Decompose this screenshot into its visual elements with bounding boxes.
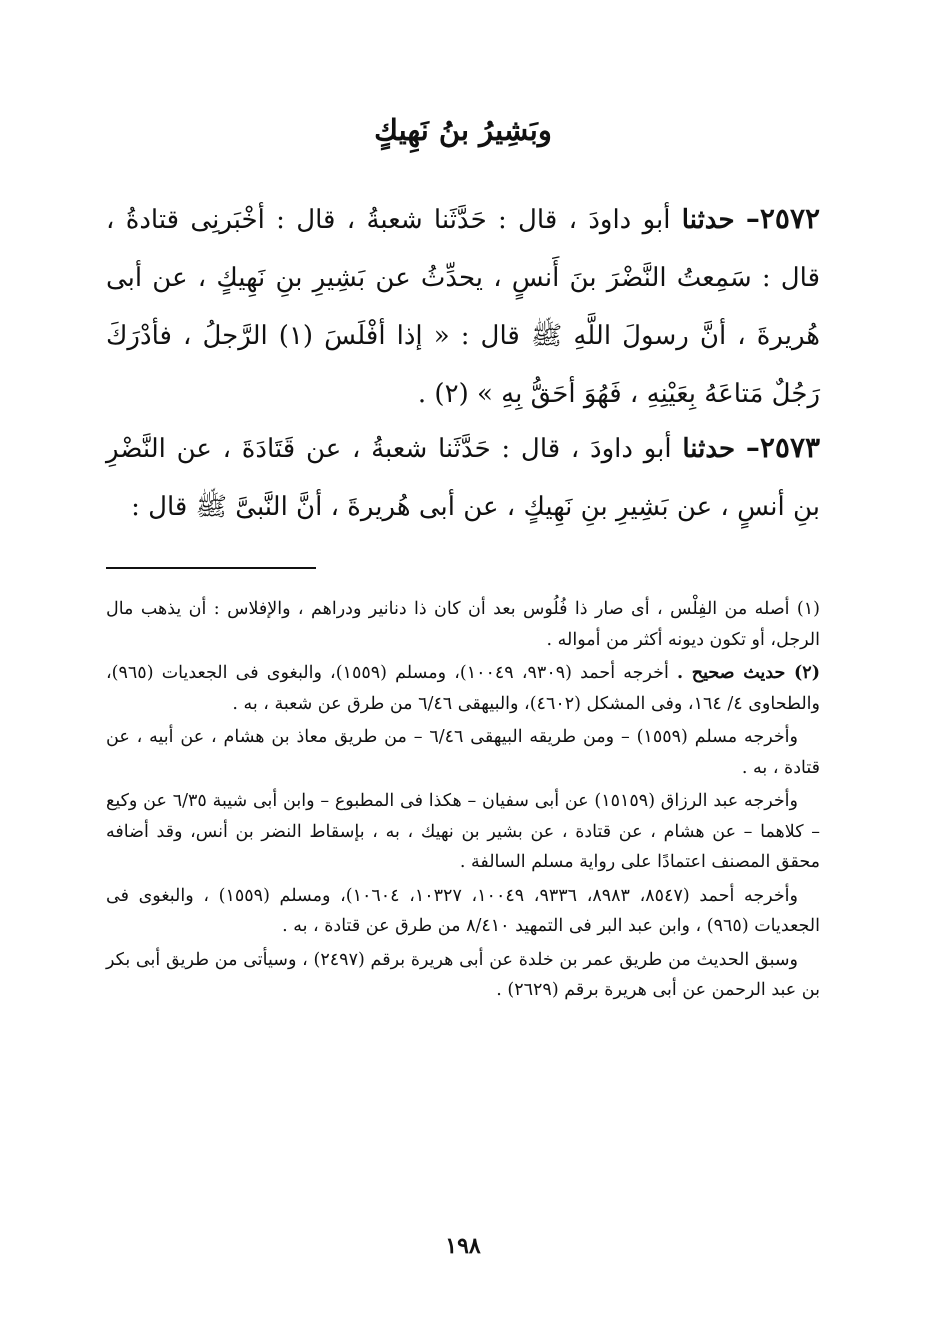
footnotes bbox=[106, 594, 820, 1009]
hadith-text: أبو داودَ ، قال : حَدَّثَنا شعبةُ ، عن قَتَادَةَ ، عن النَّضْرِ بنِ أنسٍ ، عن بَشِيرِ بنِ نَهِيكٍ ، عن أبى هُريرةَ ، أنَّ النَّبىَّ ﷺ قال : bbox=[106, 434, 820, 522]
hadith-2572 bbox=[106, 190, 820, 423]
hadith-number: ٢٥٧٣– bbox=[745, 431, 821, 464]
footnote-paragraph: وسبق الحديث من طريق عمر بن خلدة عن أبى هريرة برقم (٢٤٩٧) ، وسيأتى من طريق أبى بكر بن عبد الرحمن عن أبى هريرة برقم (٢٦٢٩) . bbox=[106, 949, 820, 1000]
footnote-paragraph: وأخرجه مسلم (١٥٥٩) – ومن طريقه البيهقى ٦/٤٦ – من طريق معاذ بن هشام ، عن أبيه ، عن قتادة ، به . bbox=[106, 727, 820, 778]
hadith-2573 bbox=[106, 419, 820, 536]
book-page bbox=[106, 0, 820, 1338]
hadith-lead-word: حدثنا bbox=[681, 205, 735, 235]
footnote-separator bbox=[106, 567, 316, 569]
footnote-2-text: أخرجه أحمد (٩٣٠٩، ١٠٠٤٩)، ومسلم (١٥٥٩)، والبغوى فى الجعديات (٩٦٥)، والطحاوى ٤/ ١٦٤، وفى المشكل (٤٦٠٢)، والبيهقى ٦/٤٦ من طرق عن شعبة ، به . bbox=[106, 663, 820, 714]
footnote-paragraph: وأخرجه أحمد (٨٥٤٧، ٨٩٨٣، ٩٣٣٦، ١٠٠٤٩، ١٠٣٢٧، ١٠٦٠٤)، ومسلم (١٥٥٩) ، والبغوى فى الجعديات (٩٦٥) ، وابن عبد البر فى التمهيد ٨/٤١٠ من طرق عن قتادة ، به . bbox=[106, 885, 820, 936]
hadith-lead-word: حدثنا bbox=[682, 434, 736, 464]
hadith-number: ٢٥٧٢– bbox=[745, 202, 821, 235]
hadith-text: أبو داودَ ، قال : حَدَّثَنا شعبةُ ، قال : أخْبَرنِى قتادةُ ، قال : سَمِعتُ النَّضْرَ بنَ أَنسٍ ، يحدِّثُ عن بَشِيرِ بنِ نَهِيكٍ ، عن أبى هُريرةَ ، أنَّ رسولَ اللَّهِ ﷺ قال : « إذا أفْلَسَ (١) الرَّجلُ ، فأدْرَكَ رَجُلٌ مَتاعَهُ بِعَيْنِهِ ، فَهُوَ أحَقُّ بِهِ » (٢) . bbox=[106, 205, 821, 409]
footnote-paragraph: وأخرجه عبد الرزاق (١٥١٥٩) عن أبى سفيان – هكذا فى المطبوع – وابن أبى شيبة ٦/٣٥ عن وكيع – كلاهما – عن هشام ، عن قتادة ، عن بشير بن نهيك ، به ، بإسقاط النضر بن أنس، وقد أضافه محقق المصنف اعتمادًا على رواية مسلم السالفة . bbox=[106, 791, 820, 872]
footnote-2-grade: (٢) حديث صحيح . bbox=[677, 663, 820, 683]
page-number: ١٩٨ bbox=[445, 1233, 481, 1259]
footnote-1: (١) أصله من الفِلْس ، أى صار ذا فُلُوس بعد أن كان ذا دنانير ودراهم ، والإفلاس : أن يذهب مال الرجل، أو تكون ديونه أكثر من أمواله . bbox=[106, 599, 820, 650]
footnote-2 bbox=[106, 658, 820, 719]
section-heading: وبَشِيرُ بنُ نَهِيكٍ bbox=[374, 113, 552, 147]
